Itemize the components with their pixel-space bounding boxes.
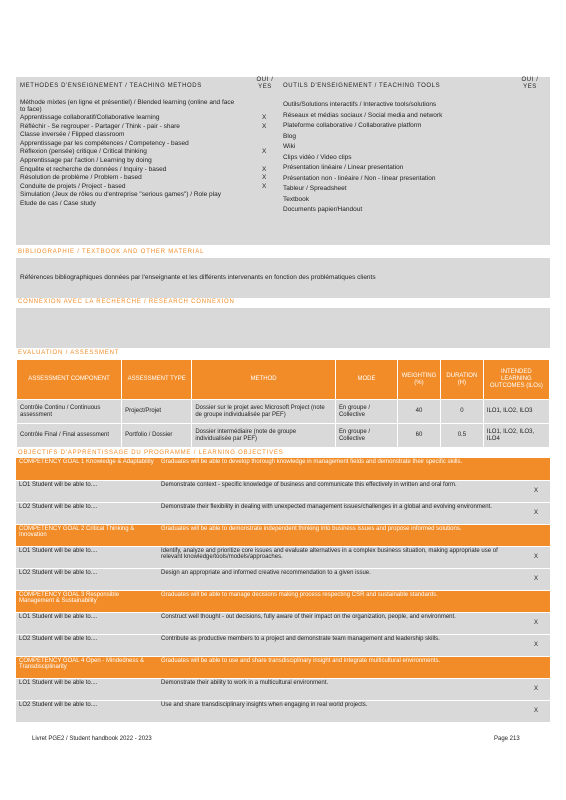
method-label: Enquête et recherche de données / Inquiry - based: [20, 165, 167, 173]
footer-left: Livret PGE2 / Student handbook 2022 - 2023: [32, 736, 152, 742]
tool-label: Blog: [283, 132, 297, 140]
learning-outcome-code: LO1 Student will be able to....: [16, 546, 158, 568]
assessment-row: [17, 400, 550, 424]
assessment-cell: Project/Projet: [122, 400, 192, 424]
tool-label: Réseaux et médias sociaux / Social media and network: [283, 111, 443, 119]
competency-goal-title: COMPETENCY GOAL 4 Open - Mindedness & Transdisciplinarity: [16, 656, 158, 678]
method-item: [20, 99, 260, 114]
tools-yes-header: OUI / YES: [521, 77, 539, 90]
method-label: Méthode mixtes (en ligne et présentiel) / Blended learning (online and face to face): [20, 99, 235, 114]
assessment-cell: Dossier sur le projet avec Microsoft Project (note de groupe individualisée par PEF): [192, 400, 336, 424]
learning-outcome-row: [16, 678, 550, 700]
tools-header: OUTILS D'ENSEIGNEMENT / TEACHING TOOLS: [283, 83, 441, 89]
competency-goal-title: COMPETENCY GOAL 2 Critical Thinking & Innovation: [16, 524, 158, 546]
competency-goal-mark: [522, 458, 550, 480]
learning-outcome-mark: X: [522, 634, 550, 656]
competency-goal-desc: Graduates will be able to demonstrate independent thinking into business issues and propose informed solutions.: [158, 524, 522, 546]
competency-goal-row: [16, 656, 550, 678]
tool-label: Documents papier/Handout: [283, 206, 363, 213]
methods-header: METHODES D'ENSEIGNEMENT / TEACHING METHODS: [20, 83, 202, 89]
evaluation-label: EVALUATION / ASSESSMENT: [18, 350, 120, 356]
competency-goal-desc: Graduates will be able to manage decisions making process respecting CSR and sustainable standards.: [158, 590, 522, 612]
learning-outcome-text: Construct well thought - out decisions, fully aware of their impact on the organization, people, and environment.: [158, 612, 522, 634]
research-label: CONNEXION AVEC LA RECHERCHE / RESEARCH CONNEXION: [18, 299, 235, 305]
assessment-table-wrap: [16, 359, 550, 448]
bibliography-label: BIBLIOGRAPHIE / TEXTBOOK AND OTHER MATERIAL: [18, 249, 205, 255]
tool-item: [283, 112, 523, 123]
method-label: Simulation (Jeux de rôles ou d'entreprise "serious games") / Role play: [20, 191, 221, 199]
method-label: Etude de cas / Case study: [20, 199, 96, 207]
method-mark: X: [262, 165, 267, 173]
method-item: [20, 174, 267, 183]
method-mark: X: [262, 148, 267, 156]
learning-outcome-mark: X: [522, 480, 550, 502]
tool-item: [283, 101, 523, 112]
assessment-cell: 40: [398, 400, 441, 424]
tool-item: [283, 206, 523, 217]
learning-outcome-mark: X: [522, 678, 550, 700]
method-mark: X: [262, 174, 267, 182]
competency-goal-row: [16, 524, 550, 546]
learning-outcome-text: Design an appropriate and informed creative recommendation to a given issue.: [158, 568, 522, 590]
learning-outcome-text: Demonstrate context - specific knowledge of business and communicate this effectively in written and oral form.: [158, 480, 522, 502]
method-label: Apprentissage par les compétences / Competency - based: [20, 139, 189, 147]
learning-outcome-code: LO1 Student will be able to....: [16, 678, 158, 700]
assessment-cell: 0.5: [440, 424, 483, 448]
objectives-wrap: [16, 458, 550, 723]
learning-outcome-row: [16, 480, 550, 502]
tool-item: [283, 164, 523, 175]
method-item: [20, 191, 260, 200]
method-label: Réfléchir - Se regrouper - Partager / Think - pair - share: [20, 122, 180, 130]
tool-label: Plateforme collaborative / Collaborative platform: [283, 122, 422, 129]
method-label: Réflexion (pensée) critique / Critical thinking: [20, 148, 147, 156]
method-label: Apprentissage par l'action / Learning by doing: [20, 156, 152, 164]
assessment-cell: Contrôle Continu / Continuous assessment: [17, 400, 122, 424]
tool-item: [283, 143, 523, 154]
assessment-cell: 0: [440, 400, 483, 424]
method-label: Conduite de projets / Project - based: [20, 182, 126, 190]
tool-label: Outils/Solutions interactifs / Interactive tools/solutions: [283, 101, 437, 108]
tool-item: [283, 175, 523, 186]
assessment-table: [16, 359, 550, 448]
assessment-cell: 60: [398, 424, 441, 448]
learning-outcome-mark: X: [522, 568, 550, 590]
competency-goal-desc: Graduates will be able to use and share transdisciplinary insight and integrate multicultural environments.: [158, 656, 522, 678]
learning-outcome-code: LO2 Student will be able to....: [16, 634, 158, 656]
learning-outcome-text: Demonstrate their ability to work in a multicultural environment.: [158, 678, 522, 700]
method-mark: X: [262, 182, 267, 190]
tool-item: [283, 185, 523, 196]
assessment-header-cell: WEIGHTING (%): [398, 360, 441, 400]
bibliography-text: Références bibliographiques données par l'enseignante et les différents intervenants en fonction des problématiques clients: [20, 274, 376, 281]
methods-list: [20, 99, 267, 208]
method-label: Résolution de problème / Problem - based: [20, 174, 142, 182]
learning-outcome-code: LO2 Student will be able to....: [16, 502, 158, 524]
tool-item: [283, 122, 523, 133]
assessment-cell: Portfolio / Dossier: [122, 424, 192, 448]
assessment-header-cell: DURATION (H): [440, 360, 483, 400]
learning-outcome-mark: X: [522, 502, 550, 524]
method-item: [20, 140, 260, 149]
tool-item: [283, 196, 523, 207]
tool-label: Wiki: [283, 143, 296, 150]
method-mark: X: [262, 122, 267, 130]
method-item: [20, 182, 267, 192]
tool-label: Tableur / Spreadsheet: [283, 185, 347, 192]
competency-goal-mark: [522, 656, 550, 678]
tool-label: Présentation linéaire / Linear presentation: [283, 164, 404, 171]
competency-goal-title: COMPETENCY GOAL 3 Responsible Management & Sustainability: [16, 590, 158, 612]
methods-yes-header: OUI / YES: [256, 77, 274, 90]
learning-outcome-text: Contribute as productive members to a project and demonstrate team management and leadership skills.: [158, 634, 522, 656]
competency-goal-row: [16, 590, 550, 612]
learning-outcome-code: LO1 Student will be able to....: [16, 612, 158, 634]
learning-outcome-row: [16, 634, 550, 656]
tool-item: [283, 154, 523, 165]
learning-outcome-row: [16, 612, 550, 634]
learning-outcome-mark: X: [522, 546, 550, 568]
method-item: [20, 165, 267, 175]
learning-outcome-text: Use and share transdisciplinary insights when engaging in real world projects.: [158, 700, 522, 722]
assessment-cell: ILO1, ILO2, ILO3, ILO4: [483, 424, 549, 448]
learning-outcome-row: [16, 502, 550, 524]
method-label: Apprentissage collaboratif/Collaborative learning: [20, 113, 160, 121]
objectives-table: [16, 458, 550, 723]
tool-label: Présentation non - linéaire / Non - linear presentation: [283, 174, 436, 182]
assessment-header-cell: ASSESSMENT TYPE: [122, 360, 192, 400]
tool-label: Clips vidéo / Video clips: [283, 153, 352, 161]
assessment-cell: En groupe / Collective: [335, 400, 397, 424]
competency-goal-mark: [522, 524, 550, 546]
tool-item: [283, 133, 523, 144]
assessment-cell: Contrôle Final / Final assessment: [17, 424, 122, 448]
method-item: [20, 157, 260, 166]
footer-right: Page 213: [494, 736, 520, 742]
method-item: [20, 148, 267, 157]
method-item: [20, 113, 267, 123]
assessment-cell: En groupe / Collective: [335, 424, 397, 448]
research-box: [16, 308, 550, 348]
method-item: [20, 122, 267, 132]
competency-goal-desc: Graduates will be able to develop thorough knowledge in management fields and demonstrate their specific skills.: [158, 458, 522, 480]
competency-goal-mark: [522, 590, 550, 612]
learning-outcome-row: [16, 700, 550, 722]
assessment-cell: ILO1, ILO2, ILO3: [483, 400, 549, 424]
assessment-header-row: [17, 360, 550, 400]
method-label: Classe inversée / Flipped classroom: [20, 131, 125, 139]
tools-list: [283, 101, 523, 217]
method-mark: X: [262, 113, 267, 121]
assessment-header-cell: METHOD: [192, 360, 336, 400]
objectives-label: OBJECTIFS D'APPRENTISSAGE DU PROGRAMME / LEARNING OBJECTIVES: [18, 450, 284, 456]
learning-outcome-row: [16, 546, 550, 568]
method-item: [20, 131, 260, 140]
learning-outcome-text: Demonstrate their flexibility in dealing with unexpected management issues/challenges in a global and evolving environment.: [158, 502, 522, 524]
assessment-cell: Dossier intermédiaire (note de groupe individualisée par PEF): [192, 424, 336, 448]
bibliography-box: [16, 258, 550, 298]
learning-outcome-row: [16, 568, 550, 590]
method-item: [20, 200, 260, 209]
assessment-header-cell: ASSESSMENT COMPONENT: [17, 360, 122, 400]
learning-outcome-code: LO2 Student will be able to....: [16, 568, 158, 590]
learning-outcome-code: LO2 Student will be able to....: [16, 700, 158, 722]
assessment-header-cell: MODE: [335, 360, 397, 400]
learning-outcome-text: Identify, analyze and prioritize core issues and evaluate alternatives in a complex business situation, making appropriate use of relevant knowledge/tools/models/approaches.: [158, 546, 522, 568]
tool-label: Textbook: [283, 195, 310, 203]
learning-outcome-mark: X: [522, 700, 550, 722]
assessment-row: [17, 424, 550, 448]
assessment-header-cell: INTENDED LEARNING OUTCOMES (ILOs): [483, 360, 549, 400]
learning-outcome-mark: X: [522, 612, 550, 634]
competency-goal-row: [16, 458, 550, 480]
learning-outcome-code: LO1 Student will be able to....: [16, 480, 158, 502]
competency-goal-title: COMPETENCY GOAL 1 Knowledge & Adaptability: [16, 458, 158, 480]
